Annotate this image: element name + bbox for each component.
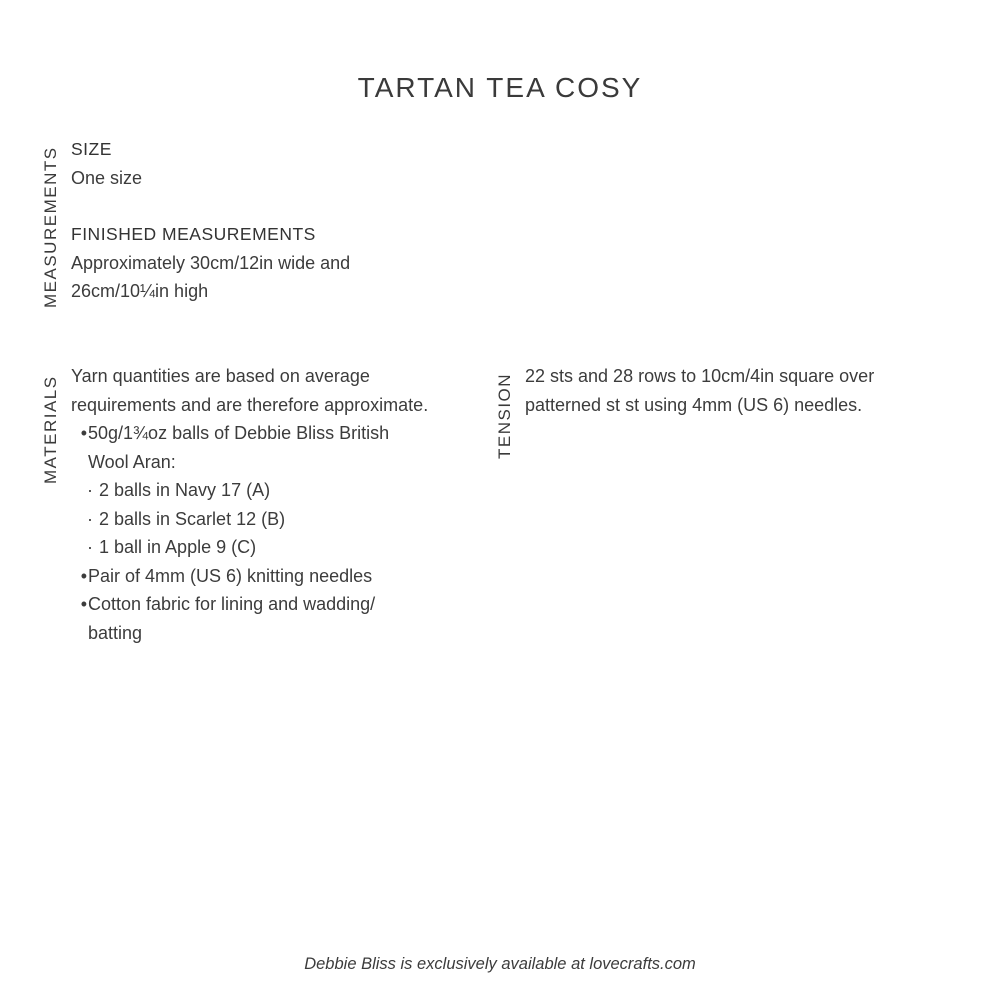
yarn-line: 50g/1¾oz balls of Debbie Bliss British [88,423,390,443]
tension-section-label: TENSION [495,372,514,459]
finished-measurements-line: 26cm/10¼in high [71,281,209,301]
materials-intro-line: requirements and are therefore approximate. [71,394,429,415]
yarn-colour: 2 balls in Scarlet 12 (B) [99,508,286,529]
sub-bullet-mark: · [87,480,93,500]
tension-block [525,362,965,419]
finished-measurements-heading: FINISHED MEASUREMENTS [71,224,316,244]
fabric-line: Cotton fabric for lining and wadding/ [88,594,376,614]
size-value: One size [71,167,143,188]
sub-bullet-mark: · [87,537,93,557]
yarn-colour: 2 balls in Navy 17 (A) [99,480,271,500]
bullet-mark: • [80,423,87,443]
list-item [71,476,481,505]
list-item [71,505,481,534]
sub-bullet-mark: · [87,508,93,529]
list-item [71,590,481,647]
needles-item: Pair of 4mm (US 6) knitting needles [88,565,373,586]
footer-note: Debbie Bliss is exclusively available at lovecrafts.com [304,955,696,973]
page-title: TARTAN TEA COSY [357,72,643,103]
measurements-block [71,135,350,306]
fabric-line: batting [88,622,143,643]
yarn-colour: 1 ball in Apple 9 (C) [99,537,257,557]
materials-section-label: MATERIALS [41,375,60,484]
tension-line: 22 sts and 28 rows to 10cm/4in square over [525,366,875,386]
list-item [71,562,481,591]
size-heading: SIZE [71,139,112,159]
list-item [71,533,481,562]
materials-intro-line: Yarn quantities are based on average [71,366,370,386]
bullet-mark: • [80,565,87,586]
materials-block [71,362,481,647]
tension-line: patterned st st using 4mm (US 6) needles. [525,394,863,415]
yarn-line: Wool Aran: [88,451,176,472]
list-item [71,419,481,476]
finished-measurements-line: Approximately 30cm/12in wide and [71,252,351,273]
bullet-mark: • [80,594,87,614]
measurements-section-label: MEASUREMENTS [41,146,60,308]
